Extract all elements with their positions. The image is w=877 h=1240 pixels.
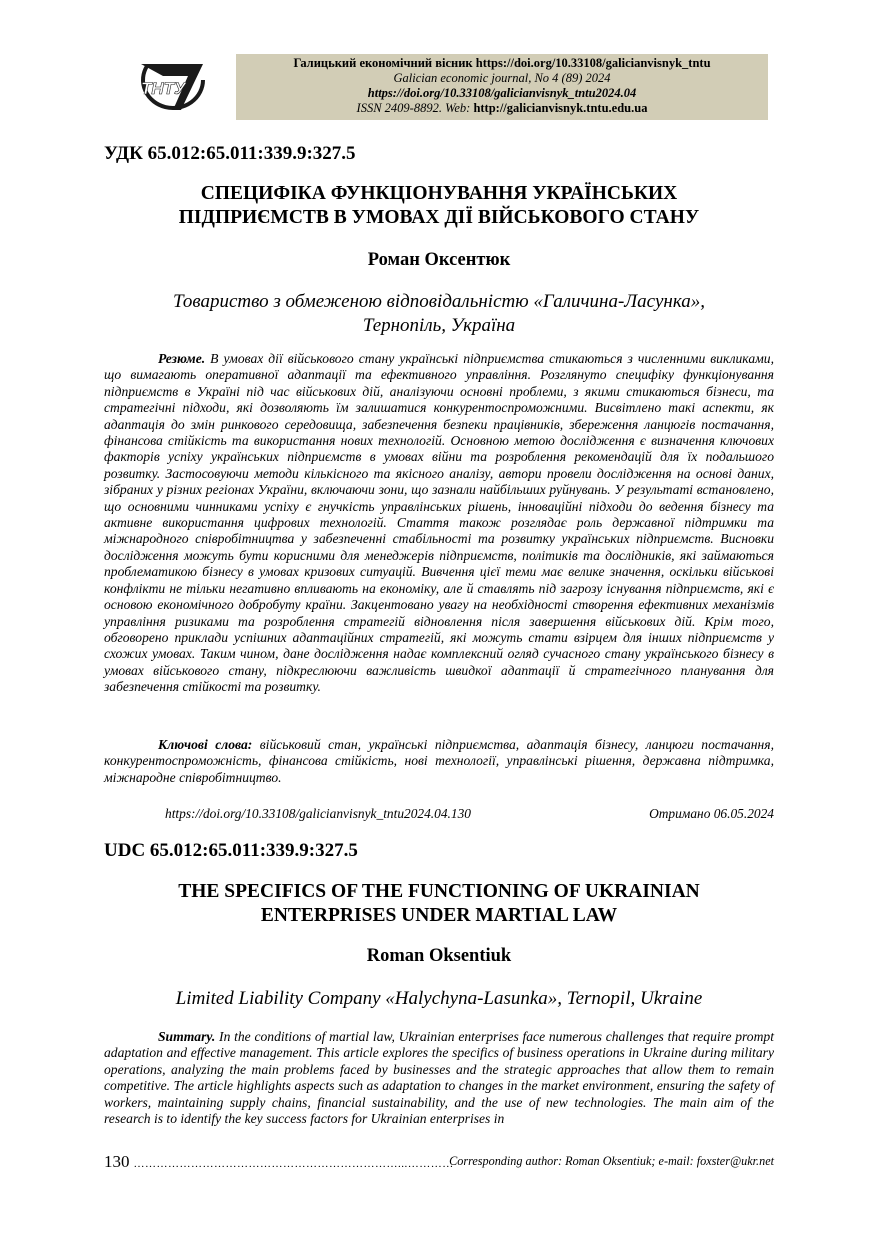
journal-name-en: Galician economic journal, No 4 (89) 2024 [393, 71, 611, 85]
summary-ua [104, 351, 774, 696]
corresponding-author: Corresponding author: Roman Oksentiuk; e-mail: foxster@ukr.net [449, 1154, 774, 1168]
footer-dots: ……………………………………………………………...………… [133, 1158, 454, 1170]
website-link[interactable]: http://galicianvisnyk.tntu.edu.ua [473, 101, 648, 115]
logo-text: ТНТУ [141, 79, 186, 98]
journal-header [236, 54, 768, 120]
journal-doi-link[interactable]: https://doi.org/10.33108/galicianvisnyk_tntu [475, 56, 711, 70]
page-footer [104, 1152, 774, 1172]
title-ua-line2: ПІДПРИЄМСТВ В УМОВАХ ДІЇ ВІЙСЬКОВОГО СТАНУ [178, 207, 700, 228]
keywords-ua-text: військовий стан, українські підприємства, адаптація бізнесу, ланцюги постачання, конкурентоспроможність, фінансова стійкість, нові технології, управлінські рішення, державна підтримка, міжнародне співробітництво. [104, 737, 775, 785]
summary-en-label: Summary. [158, 1029, 216, 1044]
author-ua: Роман Оксентюк [367, 250, 511, 270]
udc-en: UDC 65.012:65.011:339.9:327.5 [104, 840, 358, 861]
affiliation-ua [104, 290, 774, 338]
affiliation-en: Limited Liability Company «Halychyna-Lasunka», Ternopil, Ukraine [175, 988, 703, 1009]
affiliation-ua-line2: Тернопіль, Україна [362, 315, 516, 336]
keywords-ua [104, 737, 774, 786]
page-number: 130 [104, 1152, 130, 1171]
title-en-line2: ENTERPRISES UNDER MARTIAL LAW [260, 905, 618, 926]
title-ua [104, 182, 774, 230]
keywords-ua-label: Ключові слова: [158, 737, 253, 752]
journal-title-line [236, 56, 768, 71]
title-en-line1: THE SPECIFICS OF THE FUNCTIONING OF UKRAINIAN [178, 881, 700, 902]
summary-ua-text: В умовах дії військового стану українські підприємства стикаються з численними викликами, що вимагають оперативної адаптації та ефективного управління. Розглянуто специфіку функціонування підприємств в Україні під час військових дій, аналізуючи основні проблеми, з якими стикаються бізнеси, та стратегічні підходи, які дозволяють їм залишатися конкурентоспроможними. Висвітлено такі аспекти, як адаптація до змін ринкового середовища, забезпечення безпеки працівників, збереження ланцюгів постачання, фінансова стійкість та використання нових технологій. Основною метою дослідження є визначення ключових факторів успіху українських підприємств в умовах війни та розроблення рекомендацій для їх подальшого розвитку. Застосовуючи методи кількісного та якісного аналізу, автори провели дослідження на основі даних, зібраних у різних регіонах України, включаючи зони, що зазнали найбільших руйнувань. У результаті встановлено, що основними чинниками успіху є гнучкість управлінських рішень, інноваційні підходи до ведення бізнесу та активне використання цифрових технологій. Стаття також розглядає роль державної підтримки та міжнародного співробітництва у забезпеченні стабільності та розвитку українських підприємств. Висновки дослідження можуть бути корисними для менеджерів підприємств, політиків та дослідників, які займаються проблематикою бізнесу в умовах кризових ситуацій. Вивчення цієї теми має велике значення, оскільки військові конфлікти не тільки негативно впливають на економіку, але й ставлять під загрозу існування підприємств, які є основою економічного добробуту країни. Закцентовано увагу на необхідності створення ефективних механізмів управління ризиками та розроблення стратегій відновлення після завершення військових дій. Крім того, обговорено приклади успішних адаптаційних стратегій, які можуть стати взірцем для інших підприємств у схожих умовах. Таким чином, дане дослідження надає комплексний огляд сучасного стану українського бізнесу в умовах військового стану, підкреслюючи важливість швидкої адаптації й стратегічного планування для забезпечення стійкості та розвитку. [104, 351, 774, 695]
summary-en-text: In the conditions of martial law, Ukrainian enterprises face numerous challenges that require prompt adaptation and effective management. This article explores the specifics of business operations in Ukraine during military operations, analyzing the main problems faced by businesses and the strategic approaches that allow them to remain competitive. The article highlights aspects such as adaptation to changes in the market environment, ensuring the safety of workers, maintaining supply chains, financial sustainability, and the use of new technologies. The main aim of the research is to identify the key success factors for Ukrainian enterprises in [104, 1029, 774, 1127]
issn-label: ISSN 2409-8892. Web: [356, 101, 474, 115]
title-ua-line1: СПЕЦИФІКА ФУНКЦІОНУВАННЯ УКРАЇНСЬКИХ [200, 183, 678, 204]
summary-en [104, 1029, 774, 1127]
summary-ua-label: Резюме. [158, 351, 206, 366]
affiliation-ua-line1: Товариство з обмеженою відповідальністю «Галичина-Ласунка», [173, 291, 705, 312]
udc-ua: УДК 65.012:65.011:339.9:327.5 [104, 143, 356, 164]
article-doi-link[interactable]: https://doi.org/10.33108/galicianvisnyk_tntu2024.04.130 [165, 806, 471, 821]
journal-name-ua: Галицький економічний вісник [293, 56, 476, 70]
author-en: Roman Oksentiuk [366, 946, 512, 966]
received-date: Отримано 06.05.2024 [649, 806, 774, 821]
issue-doi-link[interactable]: https://doi.org/10.33108/galicianvisnyk_tntu2024.04 [367, 86, 637, 100]
title-en [104, 880, 774, 928]
issn-line [236, 101, 768, 116]
tntu-logo [133, 50, 211, 118]
